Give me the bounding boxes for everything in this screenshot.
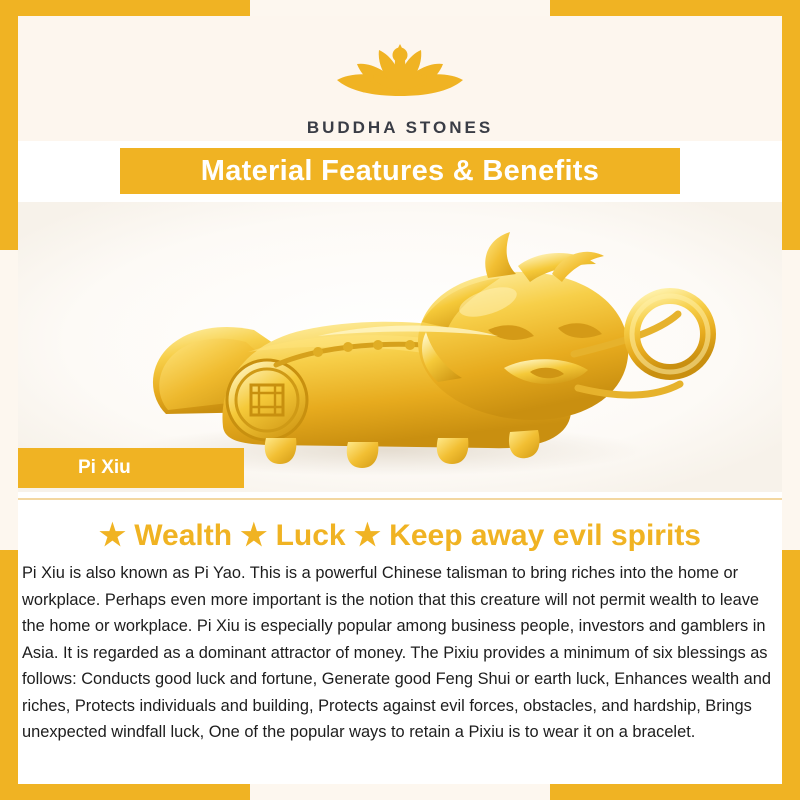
corner-frame-bottom-left-vertical bbox=[0, 550, 18, 800]
corner-frame-top-right-horizontal bbox=[550, 0, 800, 16]
corner-frame-bottom-right-horizontal bbox=[550, 784, 800, 800]
benefits-headline: ★ Wealth ★ Luck ★ Keep away evil spirits bbox=[99, 519, 701, 552]
corner-frame-bottom-left-horizontal bbox=[0, 784, 250, 800]
corner-frame-top-left-horizontal bbox=[0, 0, 250, 16]
product-label-chip bbox=[18, 448, 244, 488]
product-label: Pi Xiu bbox=[78, 457, 131, 478]
description-text: Pi Xiu is also known as Pi Yao. This is a powerful Chinese talisman to bring riches into the home or workplace. Perhaps even more important is the notion that this creature will not permit wealth to leave the home or workplace. Pi Xiu is especially popular among business people, investors and gamblers in Asia. It is regarded as a dominant attractor of money. The Pixiu provides a minimum of six blessings as follows: Conducts good luck and fortune, Generate good Feng Shui or earth luck, Enhances wealth and riches, Protects individuals and building, Protects against evil forces, obstacles, and hardship, Brings unexpected windfall luck, One of the popular ways to retain a Pixiu is to wear it on a bracelet. bbox=[22, 564, 771, 742]
brand-name: BUDDHA STONES bbox=[306, 118, 494, 137]
corner-frame-bottom-right-vertical bbox=[782, 550, 800, 800]
section-divider bbox=[18, 498, 782, 500]
section-title-banner bbox=[120, 148, 680, 194]
brand-logo bbox=[0, 22, 800, 138]
page-title: Material Features & Benefits bbox=[200, 154, 600, 187]
lotus-meditation-icon bbox=[315, 22, 485, 114]
